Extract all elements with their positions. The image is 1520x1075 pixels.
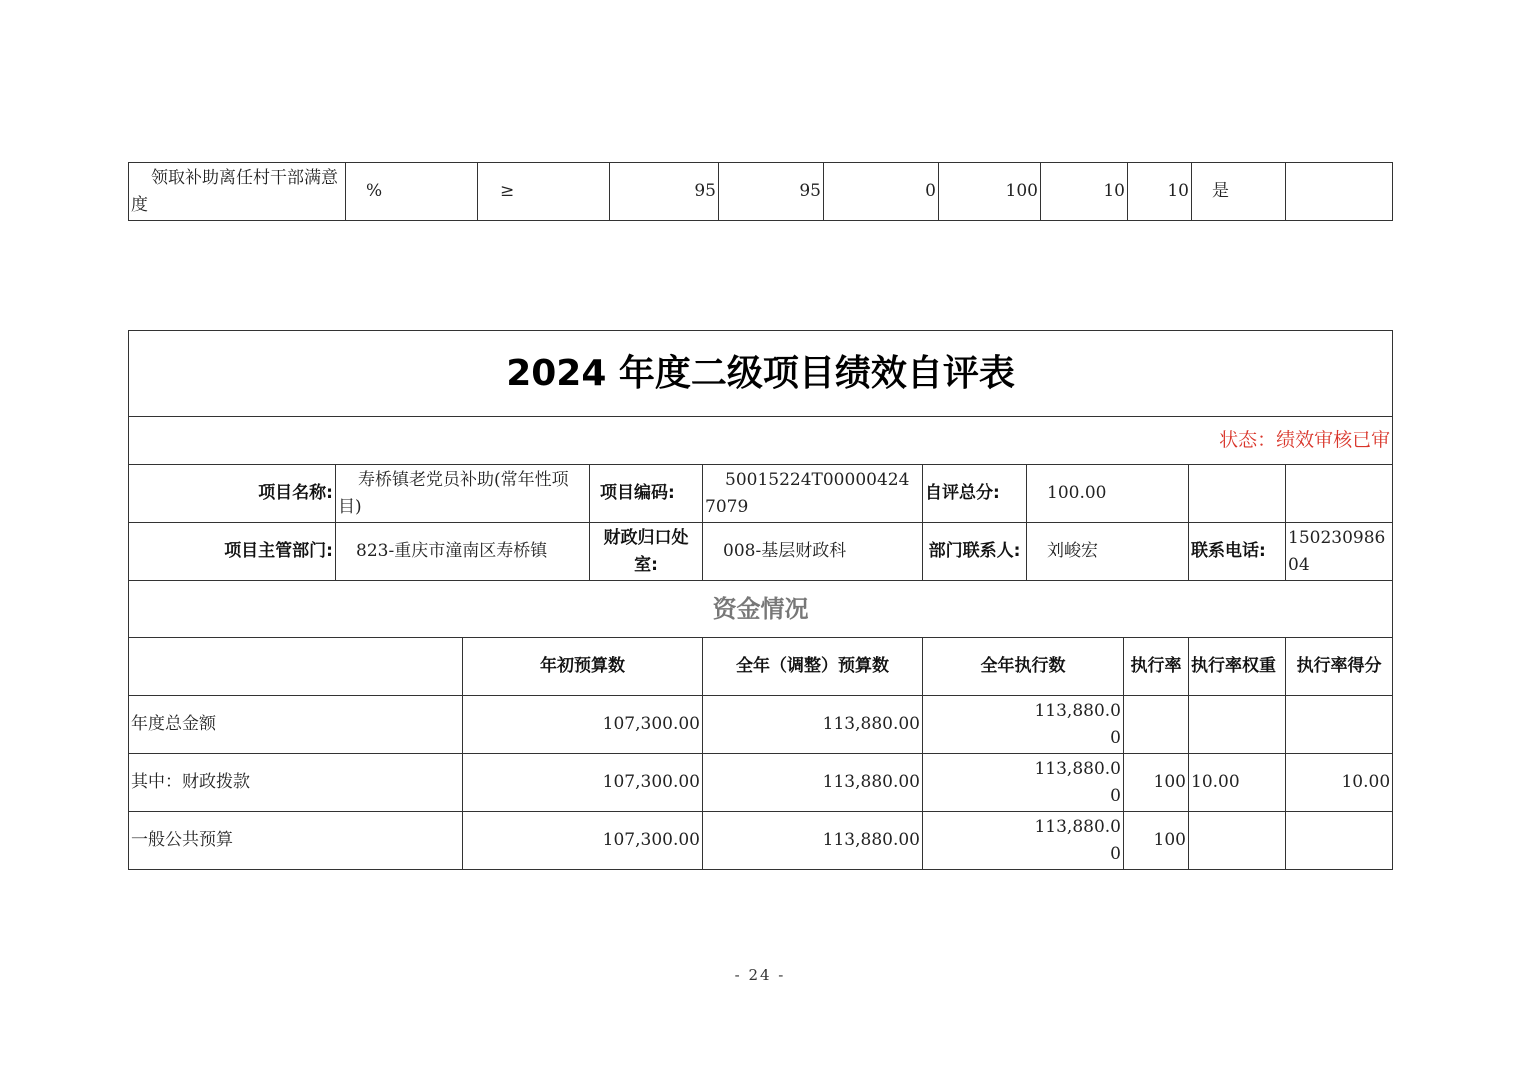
dept-info-row [129, 523, 1393, 581]
row-label: 年度总金额 [129, 696, 463, 754]
empty-cell [1286, 465, 1393, 523]
evaluation-form-table [128, 330, 1393, 870]
row-executed: 113,880.00 [923, 812, 1124, 870]
header-initial-budget: 年初预算数 [463, 638, 703, 696]
dept-label: 项目主管部门: [129, 523, 336, 581]
section-row [129, 581, 1393, 638]
project-code-value: 50015224T000004247079 [703, 465, 923, 523]
indicator-remark [1286, 163, 1393, 221]
row-score [1286, 696, 1393, 754]
row-weight [1189, 696, 1286, 754]
self-score-value: 100.00 [1027, 465, 1189, 523]
contact-label: 部门联系人: [923, 523, 1027, 581]
page-title: 2024 年度二级项目绩效自评表 [129, 331, 1393, 417]
row-label: 一般公共预算 [129, 812, 463, 870]
page-number: - 24 - [734, 966, 786, 984]
row-label: 其中：财政拨款 [129, 754, 463, 812]
header-blank [129, 638, 463, 696]
project-code-label: 项目编码: [590, 465, 703, 523]
project-info-row [129, 465, 1393, 523]
table-row [129, 163, 1393, 221]
empty-cell [1189, 465, 1286, 523]
header-adjusted-budget: 全年（调整）预算数 [703, 638, 923, 696]
row-rate: 100 [1124, 754, 1189, 812]
table-row [129, 696, 1393, 754]
row-adjusted: 113,880.00 [703, 696, 923, 754]
row-initial: 107,300.00 [463, 696, 703, 754]
dept-value: 823-重庆市潼南区寿桥镇 [336, 523, 590, 581]
row-score: 10.00 [1286, 754, 1393, 812]
phone-value: 15023098604 [1286, 523, 1393, 581]
indicator-actual: 95 [719, 163, 824, 221]
phone-label: 联系电话: [1189, 523, 1286, 581]
indicator-target: 95 [610, 163, 719, 221]
finance-office-value: 008-基层财政科 [703, 523, 923, 581]
project-name-value: 寿桥镇老党员补助(常年性项目) [336, 465, 590, 523]
row-score [1286, 812, 1393, 870]
indicator-completion: 100 [939, 163, 1041, 221]
row-initial: 107,300.00 [463, 812, 703, 870]
funds-header-row [129, 638, 1393, 696]
row-executed: 113,880.00 [923, 754, 1124, 812]
self-score-label: 自评总分: [923, 465, 1027, 523]
row-initial: 107,300.00 [463, 754, 703, 812]
header-exec-rate: 执行率 [1124, 638, 1189, 696]
header-executed: 全年执行数 [923, 638, 1124, 696]
indicator-score: 10 [1128, 163, 1192, 221]
project-name-label: 项目名称: [129, 465, 336, 523]
indicator-operator: ≥ [478, 163, 610, 221]
title-row [129, 331, 1393, 417]
row-executed: 113,880.00 [923, 696, 1124, 754]
status-row [129, 417, 1393, 465]
row-adjusted: 113,880.00 [703, 754, 923, 812]
row-rate: 100 [1124, 812, 1189, 870]
indicator-deviation: 0 [824, 163, 939, 221]
finance-office-label: 财政归口处室: [590, 523, 703, 581]
row-adjusted: 113,880.00 [703, 812, 923, 870]
table-row [129, 754, 1393, 812]
table-row [129, 812, 1393, 870]
indicator-table [128, 162, 1393, 221]
indicator-name: 领取补助离任村干部满意度 [129, 163, 346, 221]
row-weight: 10.00 [1189, 754, 1286, 812]
contact-value: 刘峻宏 [1027, 523, 1189, 581]
row-rate [1124, 696, 1189, 754]
indicator-weight: 10 [1041, 163, 1128, 221]
status-badge: 状态：绩效审核已审 [129, 417, 1393, 465]
indicator-achieved: 是 [1192, 163, 1286, 221]
indicator-unit: % [346, 163, 478, 221]
header-exec-score: 执行率得分 [1286, 638, 1393, 696]
section-title: 资金情况 [129, 581, 1393, 638]
row-weight [1189, 812, 1286, 870]
header-exec-weight: 执行率权重 [1189, 638, 1286, 696]
